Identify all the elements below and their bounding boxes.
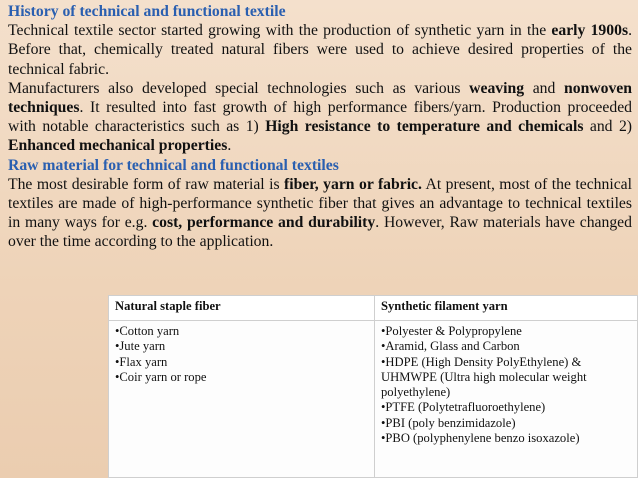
text-run: and 2) — [583, 118, 633, 136]
bold-run: High resistance to temperature and chemicals — [265, 118, 584, 136]
paragraph-raw-material — [8, 175, 632, 252]
text-run: The most desirable form of raw material is — [8, 175, 284, 193]
table-row — [109, 321, 638, 478]
list-item: •HDPE (High Density PolyEthylene) & UHMWPE (Ultra high molecular weight polyethylene) — [381, 354, 587, 400]
paragraph-history — [8, 21, 632, 79]
natural-fiber-cell — [109, 321, 375, 478]
bold-run: Enhanced mechanical properties — [8, 137, 228, 155]
table-header-row — [109, 296, 638, 321]
list-item: •Coir yarn or rope — [115, 369, 207, 384]
slide-text-body — [8, 2, 632, 252]
heading-raw-material: Raw material for technical and functional textiles — [8, 156, 339, 174]
list-item: •Aramid, Glass and Carbon — [381, 339, 520, 354]
header-natural-staple-fiber: Natural staple fiber — [109, 296, 375, 321]
text-run: . It resulted into fast growth of high performance fibers/yarn. Production proceeded with notable characteristics such as 1) — [8, 99, 632, 136]
fiber-table — [108, 295, 638, 478]
text-run: . However, Raw materials have changed over the time according to the application. — [8, 214, 632, 251]
list-item: •Polyester & Polypropylene — [381, 324, 522, 338]
text-run: Technical textile sector started growing with the production of synthetic yarn in the — [8, 22, 552, 40]
text-run: At present, most of the technical textiles are made of high-performance synthetic fiber that gives an advantage to technical textiles in many ways for e.g. — [8, 175, 632, 232]
text-run: . — [227, 137, 232, 155]
list-item: •PBO (polyphenylene benzo isoxazole) — [381, 431, 580, 446]
bold-run: early 1900s — [551, 22, 629, 40]
paragraph-technologies — [8, 79, 632, 156]
bold-run: cost, performance and durability — [152, 214, 376, 232]
bold-run: nonwoven techniques — [8, 79, 632, 117]
header-synthetic-filament-yarn: Synthetic filament yarn — [375, 296, 638, 321]
list-item: •Flax yarn — [115, 354, 168, 369]
text-run: and — [524, 79, 564, 97]
text-run: . Before that, chemically treated natural fibers were used to achieve desired properties of the technical fabric. — [8, 22, 632, 78]
list-item: •Cotton yarn — [115, 324, 180, 338]
synthetic-yarn-cell — [375, 321, 638, 478]
bold-run: weaving — [469, 79, 525, 97]
synthetic-yarn-list — [381, 324, 631, 446]
bold-run: fiber, yarn or fabric. — [284, 175, 422, 193]
list-item: •PBI (poly benzimidazole) — [381, 415, 516, 430]
heading-history: History of technical and functional textile — [8, 3, 286, 20]
natural-fiber-list — [115, 324, 368, 385]
list-item: •Jute yarn — [115, 339, 166, 354]
text-run: Manufacturers also developed special technologies such as various — [8, 79, 470, 97]
list-item: •PTFE (Polytetrafluoroethylene) — [381, 400, 546, 415]
